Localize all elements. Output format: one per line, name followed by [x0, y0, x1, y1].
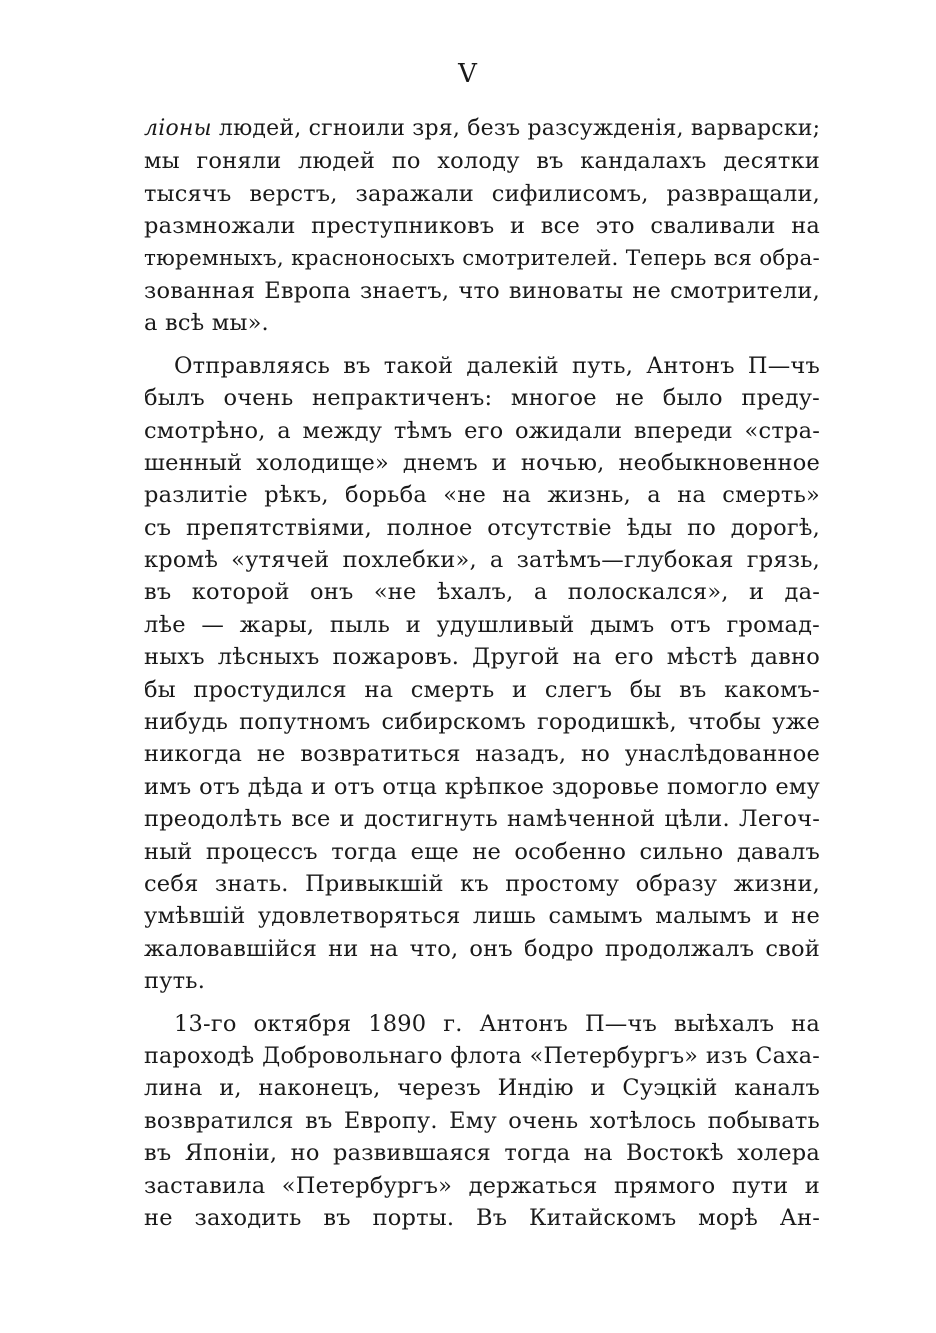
- paragraph-2: [144, 350, 820, 998]
- text-line: смотрѣно, а между тѣмъ его ожидали впереди «стра-: [144, 417, 820, 444]
- text-line: шенный холодище» днемъ и ночью, необыкновенное: [144, 449, 820, 476]
- text-line: [144, 113, 820, 145]
- body-text: [144, 113, 820, 1234]
- text-line: путь.: [144, 968, 206, 995]
- text-line: имъ отъ дѣда и отъ отца крѣпкое здоровье помогло ему: [144, 773, 820, 800]
- page-number: V: [458, 59, 478, 89]
- text-line: возвратился въ Европу. Ему очень хотѣлось побывать: [144, 1107, 820, 1134]
- text-line: жаловавшiйся ни на что, онъ бодро продолжалъ свой: [144, 935, 820, 962]
- paragraph-1: [144, 113, 820, 340]
- text-line: 13-го октября 1890 г. Антонъ П—чъ выѣхалъ на: [174, 1010, 820, 1037]
- text-line: Отправляясь въ такой далекiй путь, Антонъ П—чъ: [174, 352, 820, 379]
- text-line: лина и, наконецъ, черезъ Индiю и Суэцкiй каналъ: [144, 1075, 820, 1102]
- paragraph-3: [144, 1008, 820, 1235]
- text-line: бы простудился на смерть и слегъ бы въ какомъ-: [144, 676, 820, 703]
- text-line: мы гоняли людей по холоду въ кандалахъ десятки: [144, 148, 820, 175]
- text-line: умѣвшiй удовлетворяться лишь самымъ малымъ и не: [144, 903, 820, 930]
- text-line: преодолѣть все и достигнуть намѣченной цѣли. Легоч-: [144, 806, 820, 833]
- text-line: ныхъ лѣсныхъ пожаровъ. Другой на его мѣстѣ давно: [144, 644, 820, 671]
- text-line: себя знать. Привыкшiй къ простому образу жизни,: [144, 870, 820, 897]
- text-line: въ Японiи, но развившаяся тогда на Востокѣ холера: [144, 1140, 820, 1167]
- text-line: не заходить въ порты. Въ Китайскомъ морѣ Ан-: [144, 1204, 820, 1231]
- text-line: былъ очень непрактиченъ: многое не было преду-: [144, 385, 820, 412]
- text-line: заставила «Петербургъ» держаться прямого пути и: [144, 1172, 820, 1199]
- text-line: тюремныхъ, красноносыхъ смотрителей. Теперь вся обра-: [144, 245, 820, 271]
- text-line: кромѣ «утячей похлебки», а затѣмъ—глубокая грязь,: [144, 547, 820, 574]
- text-line: никогда не возвратиться назадъ, но унаслѣдованное: [144, 741, 820, 768]
- text-line: пароходѣ Добровольнаго флота «Петербургъ» изъ Саха-: [144, 1042, 820, 1069]
- text-line: нибудь попутномъ сибирскомъ городишкѣ, чтобы уже: [144, 709, 820, 736]
- text-line: тысячъ верстъ, заражали сифилисомъ, развращали,: [144, 180, 820, 207]
- text-line: лѣе — жары, пыль и удушливый дымъ отъ громад-: [144, 611, 820, 638]
- text-line: ный процессъ тогда еще не особенно сильно давалъ: [144, 838, 820, 865]
- text-line: разлитiе рѣкъ, борьба «не на жизнь, а на смерть»: [144, 482, 820, 509]
- text-fragment: людей, сгноили зря, безъ разсужденiя, варварски;: [211, 116, 821, 141]
- text-line: въ которой онъ «не ѣхалъ, а полоскался», и да-: [144, 579, 820, 606]
- text-line: зованная Европа знаетъ, что виноваты не смотрители,: [144, 277, 820, 304]
- text-line: размножали преступниковъ и все это сваливали на: [144, 213, 820, 240]
- italic-word: лiоны: [144, 116, 212, 141]
- text-line: съ препятствiями, полное отсутствiе ѣды по дорогѣ,: [144, 514, 820, 541]
- text-line: а всѣ мы».: [144, 310, 269, 337]
